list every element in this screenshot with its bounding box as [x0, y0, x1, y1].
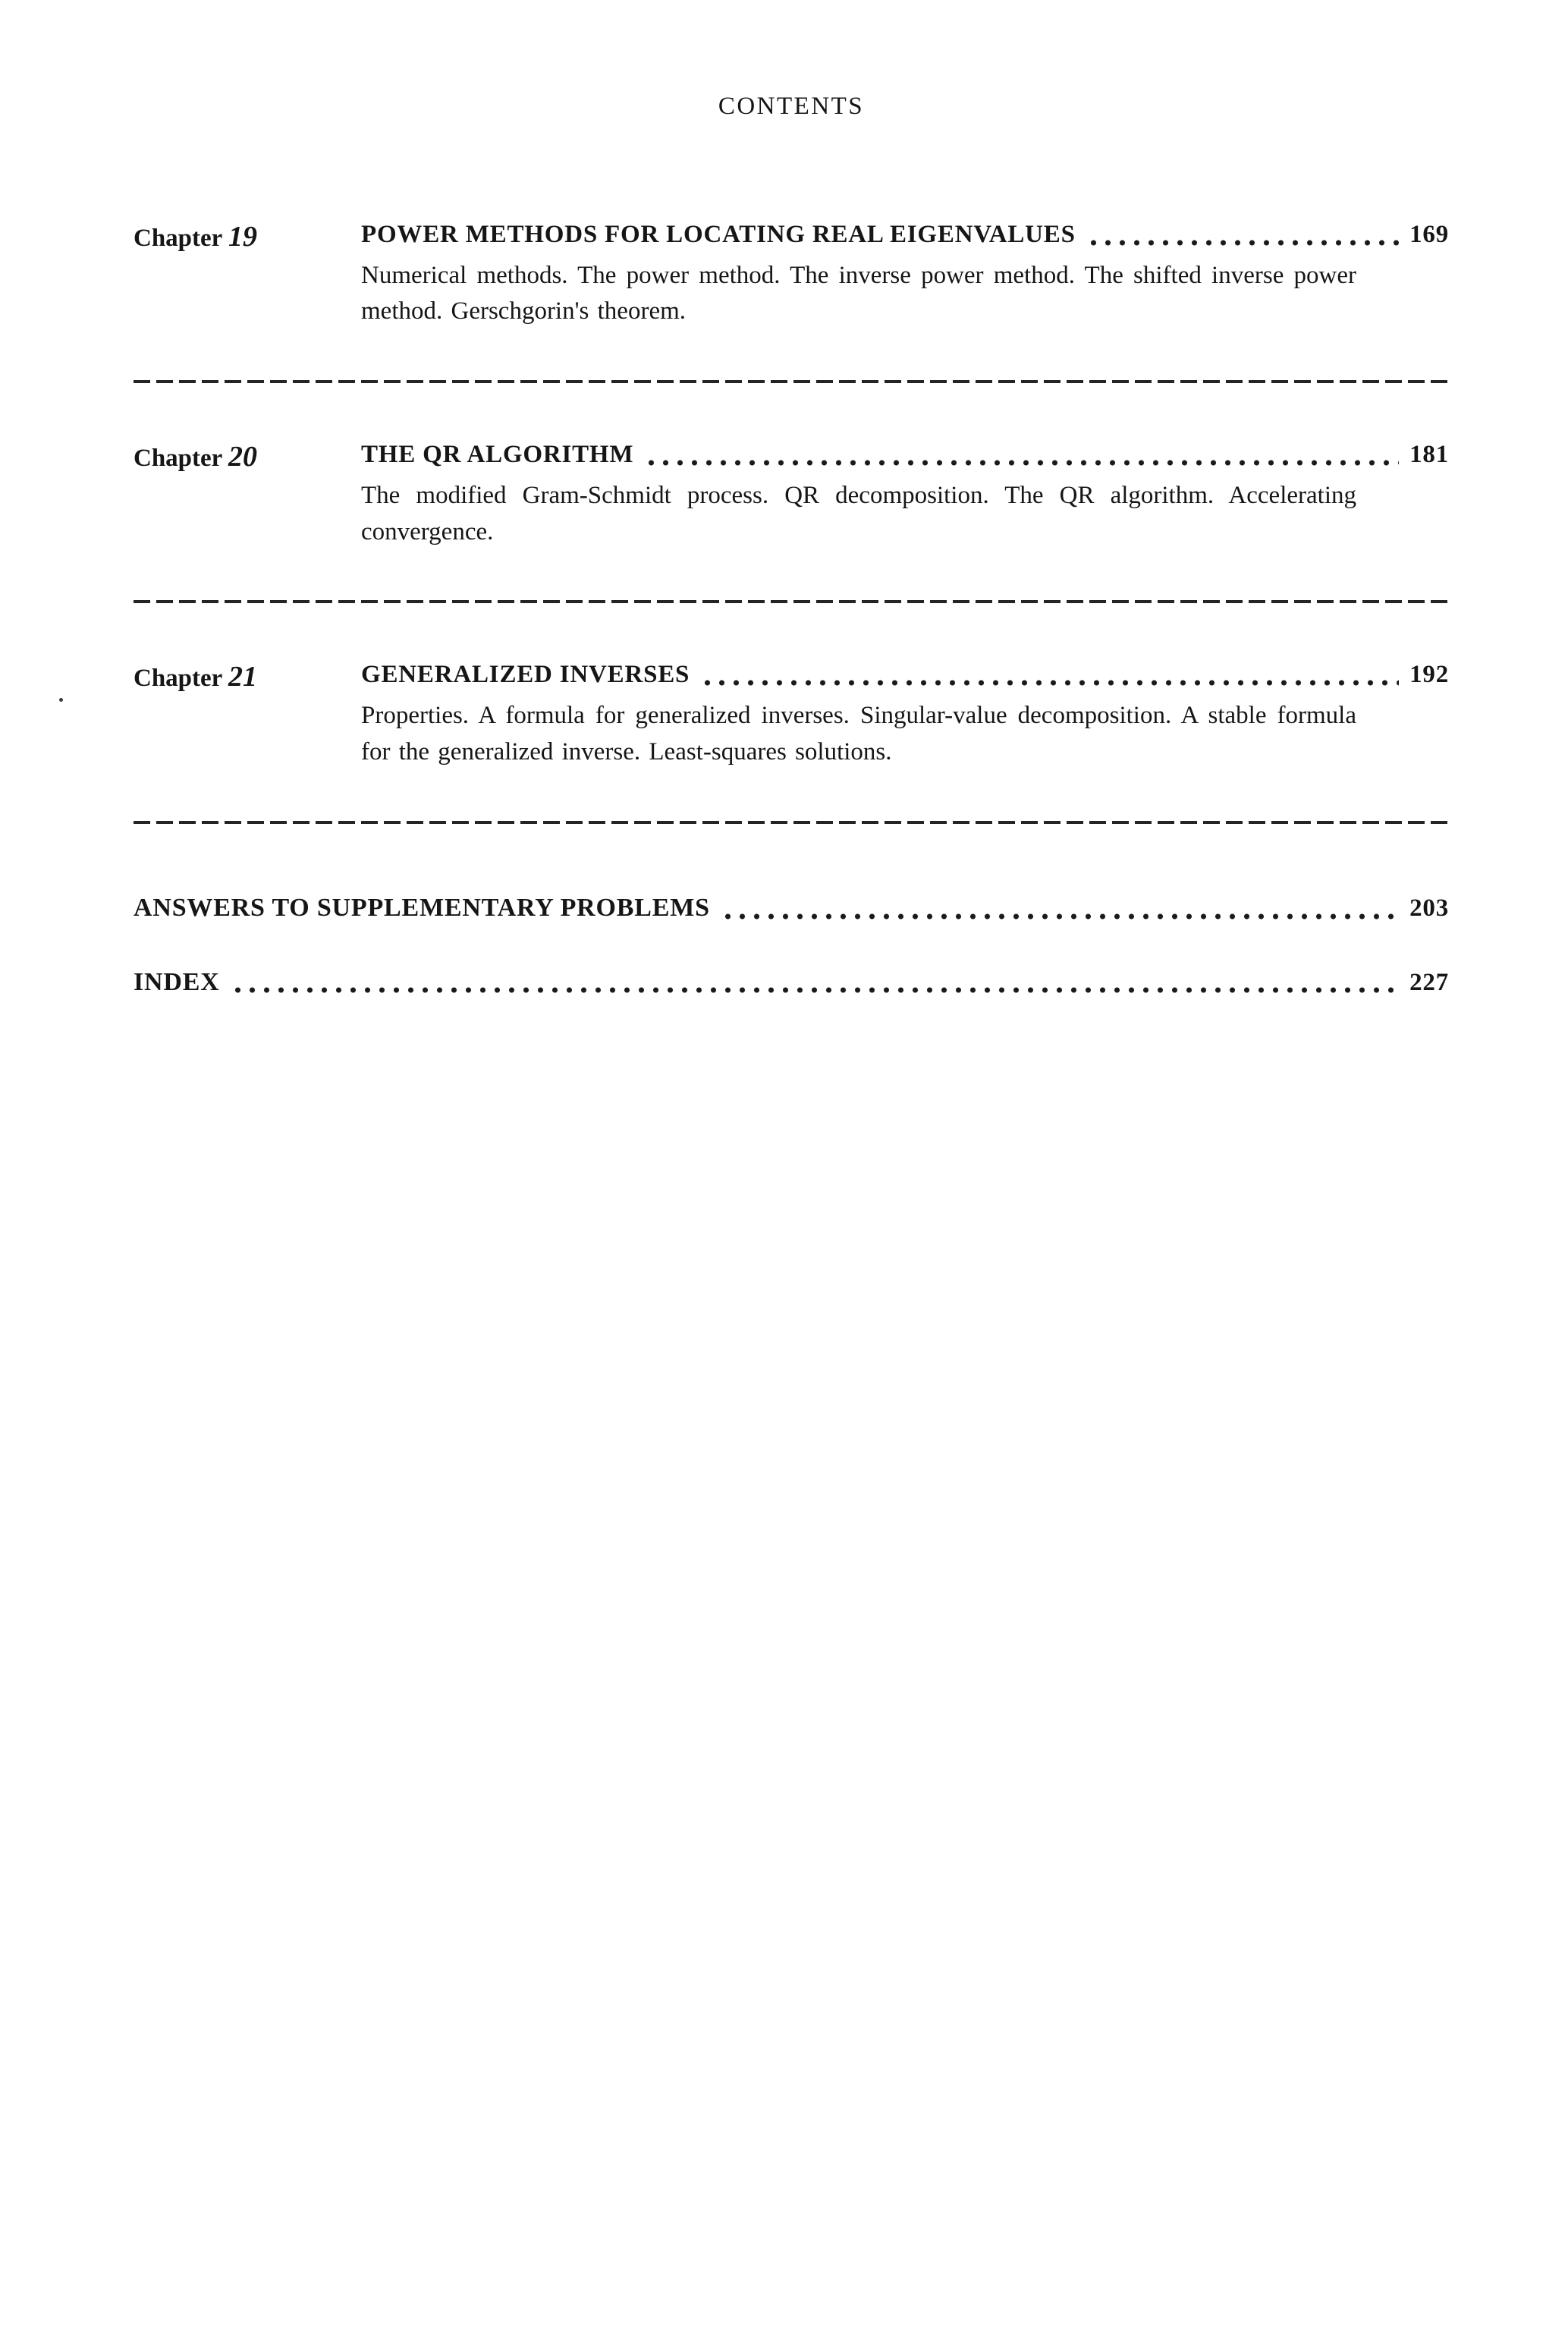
chapter-description: Properties. A formula for generalized inverses. Singular-value decomposition. A stable formula for the generalized inverse. Least-squares solutions. [361, 702, 1356, 766]
chapter-entry-body [361, 658, 1449, 770]
page-title: CONTENTS [718, 93, 865, 120]
chapter-description: Numerical methods. The power method. The inverse power method. The shifted inverse power method. Gerschgorin's theorem. [361, 261, 1356, 325]
back-matter-page-number: 203 [1409, 894, 1449, 922]
dot-leader [721, 891, 1399, 926]
dot-leader [644, 438, 1399, 472]
dot-leader [231, 965, 1400, 1000]
chapter-entry-body [361, 218, 1449, 330]
chapter-number: 21 [228, 661, 257, 693]
toc-entry-index [134, 965, 1449, 1000]
chapter-word: Chapter [134, 445, 222, 473]
toc-entry-chapter-21 [134, 658, 1449, 770]
chapter-title-row [361, 438, 1449, 472]
chapter-title-row [361, 658, 1449, 692]
dashed-divider [134, 600, 1449, 603]
back-matter-title: ANSWERS TO SUPPLEMENTARY PROBLEMS [134, 893, 710, 922]
chapter-title: POWER METHODS FOR LOCATING REAL EIGENVALUES [361, 221, 1076, 248]
chapter-title: THE QR ALGORITHM [361, 441, 634, 469]
chapter-title-row [361, 218, 1449, 252]
chapter-page-number: 169 [1409, 221, 1449, 248]
back-matter-title: INDEX [134, 967, 220, 996]
chapter-word: Chapter [134, 225, 222, 252]
scan-artifact-mark [59, 698, 63, 702]
back-matter-page-number: 227 [1409, 968, 1449, 996]
chapter-title: GENERALIZED INVERSES [361, 661, 690, 689]
contents-column [134, 0, 1449, 999]
chapter-number: 19 [228, 221, 257, 253]
chapter-word: Chapter [134, 665, 222, 693]
chapter-number: 20 [228, 441, 257, 473]
chapter-label [134, 218, 361, 256]
dot-leader [1086, 218, 1399, 252]
dot-leader [700, 658, 1399, 692]
toc-entry-chapter-19 [134, 218, 1449, 330]
dashed-divider [134, 821, 1449, 824]
toc-entry-answers [134, 891, 1449, 926]
dashed-divider [134, 380, 1449, 383]
chapter-label [134, 438, 361, 476]
toc-entry-chapter-20 [134, 438, 1449, 550]
chapter-entry-body [361, 438, 1449, 550]
chapter-label [134, 658, 361, 696]
chapter-description: The modified Gram-Schmidt process. QR decomposition. The QR algorithm. Accelerating convergence. [361, 481, 1356, 545]
chapter-page-number: 192 [1409, 661, 1449, 689]
chapter-page-number: 181 [1409, 441, 1449, 469]
